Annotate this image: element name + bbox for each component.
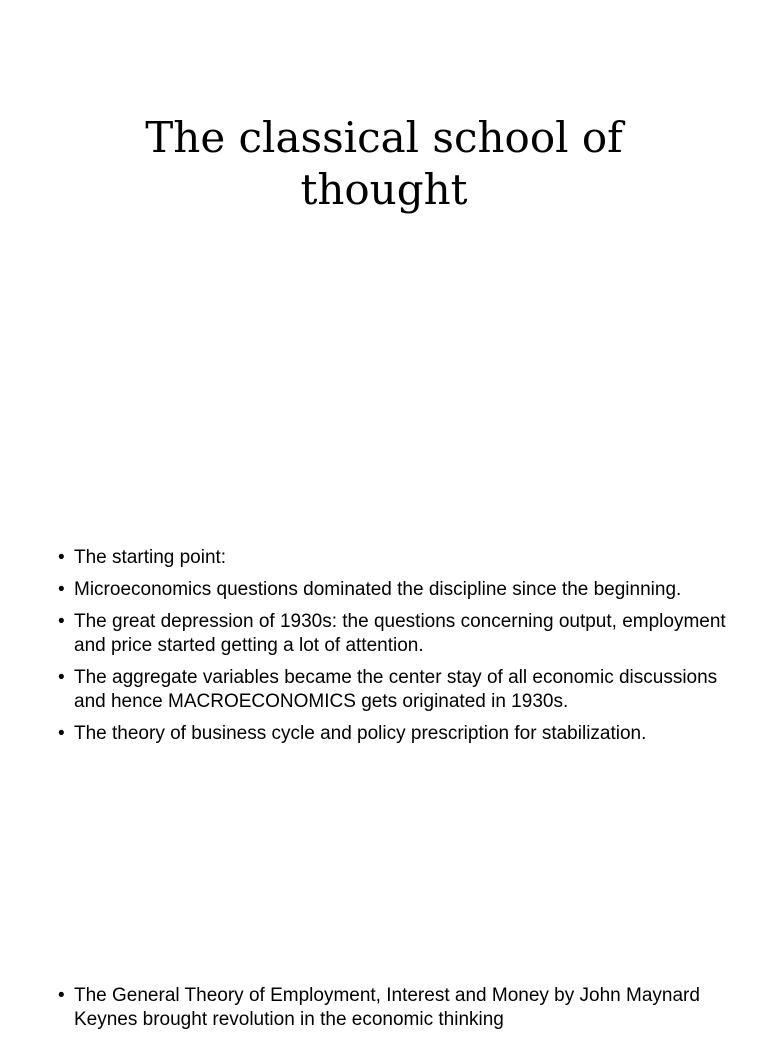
bullet-item-aggregate-variables: • The aggregate variables became the center stay of all economic discussions and hence MACROECONOMICS gets originated in 1930s.	[58, 666, 738, 714]
bullet-item-microeconomics: • Microeconomics questions dominated the discipline since the beginning.	[58, 578, 738, 602]
slide-title	[0, 112, 768, 216]
bullet-item-business-cycle: • The theory of business cycle and policy prescription for stabilization.	[58, 722, 738, 746]
bullet-item-great-depression: • The great depression of 1930s: the questions concerning output, employment and price started getting a lot of attention.	[58, 610, 738, 658]
slide-title-line-2: thought	[300, 165, 468, 214]
next-slide-bullet-list	[58, 984, 738, 1040]
bullet-item-starting-point: • The starting point:	[58, 546, 738, 570]
bullet-list	[58, 546, 738, 754]
slide-title-line-1: The classical school of	[145, 113, 623, 162]
bullet-item-general-theory: • The General Theory of Employment, Interest and Money by John Maynard Keynes brought revolution in the economic thinking	[58, 984, 738, 1032]
